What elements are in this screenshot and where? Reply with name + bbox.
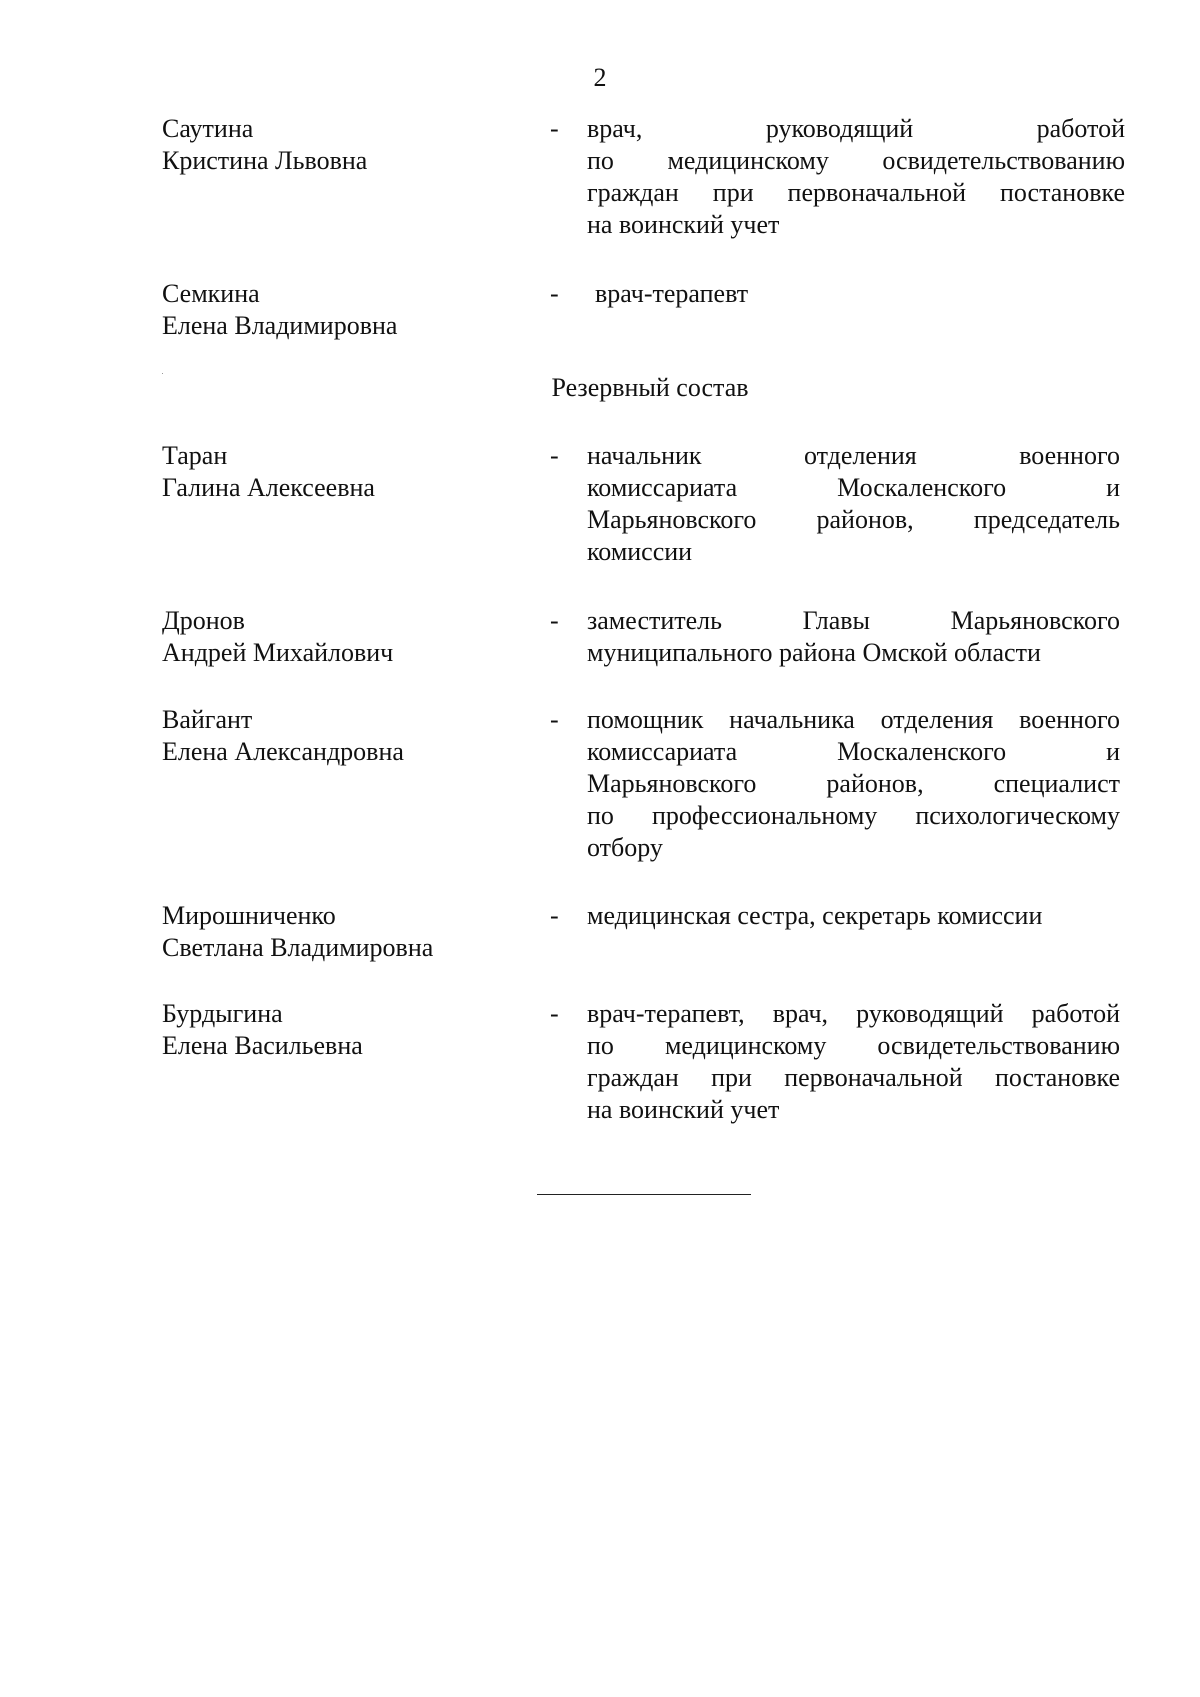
member-given-names: Кристина Львовна [162,146,368,175]
member-role [587,113,1125,241]
dash-separator: - [550,114,559,143]
role-line: по медицинскому освидетельствованию [587,146,1125,175]
member-role [587,440,1120,568]
member-role [595,278,1133,310]
member-role [587,605,1120,669]
role-line: комиссии [587,537,693,566]
role-line: муниципального района Омской области [587,638,1041,667]
role-line: по профессиональному психологическому [587,801,1120,830]
role-line: на воинский учет [587,1095,780,1124]
role-line: врач, руководящий работой [587,114,1125,143]
member-surname: Вайгант [162,705,253,734]
end-rule [537,1194,751,1195]
dash-separator: - [550,279,559,308]
role-line: Марьяновского районов, специалист [587,769,1120,798]
role-line: помощник начальника отделения военного [587,705,1120,734]
member-surname: Саутина [162,114,254,143]
member-role [587,998,1120,1126]
role-line: начальник отделения военного [587,441,1120,470]
role-line: заместитель Главы Марьяновского [587,606,1120,635]
dash-separator: - [550,606,559,635]
member-surname: Дронов [162,606,245,635]
member-given-names: Елена Александровна [162,737,404,766]
member-given-names: Елена Владимировна [162,311,398,340]
member-given-names: Елена Васильевна [162,1031,363,1060]
member-surname: Мирошниченко [162,901,336,930]
member-given-names: Андрей Михайлович [162,638,394,667]
member-role [587,900,1120,932]
member-given-names: Галина Алексеевна [162,473,375,502]
role-line: граждан при первоначальной постановке [587,178,1125,207]
role-line: на воинский учет [587,210,780,239]
page-number: 2 [593,63,607,92]
section-heading: Резервный состав [551,373,749,402]
role-line: врач-терапевт, врач, руководящий работой [587,999,1120,1028]
member-given-names: Светлана Владимировна [162,933,434,962]
role-line: комиссариата Москаленского и [587,473,1120,502]
dash-separator: - [550,441,559,470]
role-line: комиссариата Москаленского и [587,737,1120,766]
role-line: врач-терапевт [595,279,749,308]
dash-separator: - [550,705,559,734]
role-line: медицинская сестра, секретарь комиссии [587,901,1043,930]
dash-separator: - [550,901,559,930]
role-line: отбору [587,833,663,862]
member-surname: Бурдыгина [162,999,283,1028]
dash-separator: - [550,999,559,1028]
member-role [587,704,1120,864]
role-line: Марьяновского районов, председатель [587,505,1120,534]
member-surname: Таран [162,441,228,470]
role-line: граждан при первоначальной постановке [587,1063,1120,1092]
role-line: по медицинскому освидетельствованию [587,1031,1120,1060]
member-surname: Семкина [162,279,260,308]
